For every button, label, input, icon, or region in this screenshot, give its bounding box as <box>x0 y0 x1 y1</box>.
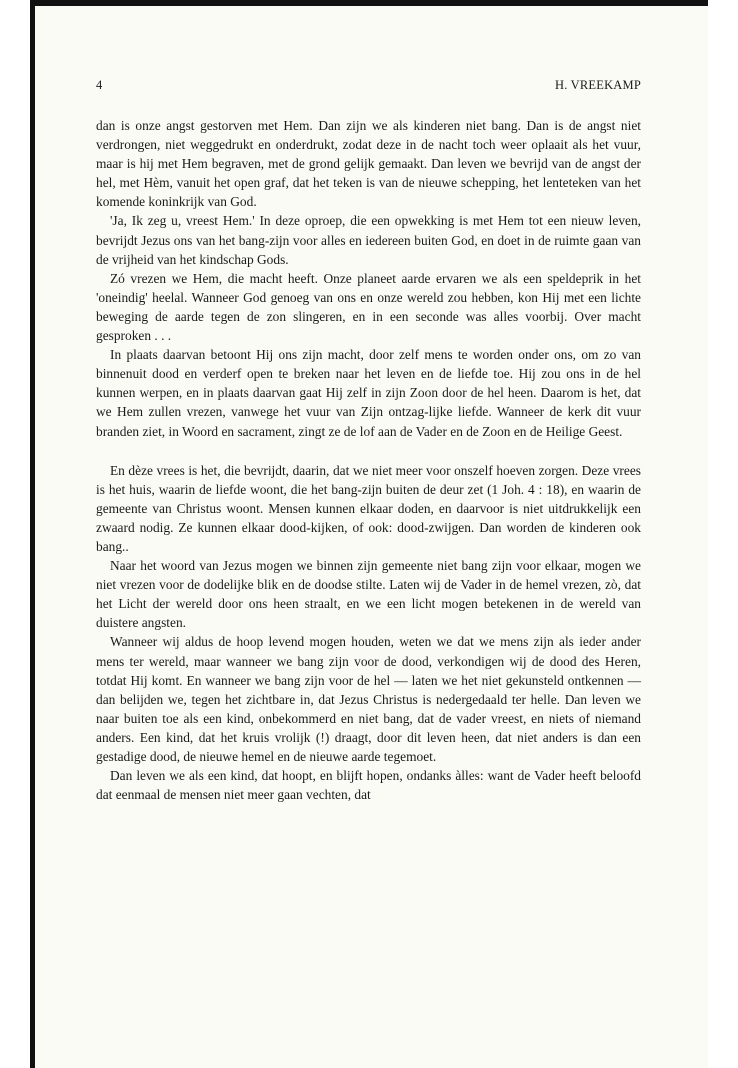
paragraph: Wanneer wij aldus de hoop levend mogen houden, weten we dat we mens zijn als ieder ander mens ter wereld, maar wanneer we bang zijn voor de dood, verkondigen wij de dood des Heren, totdat Hij komt. En wanneer we bang zijn voor de hel — laten we het niet gekunsteld ontkennen — dan belijden we, tegen het zichtbare in, dat Jezus Christus is nedergedaald ter helle. Dan leven we naar buiten toe als een kind, onbekommerd en niet bang, dat de vader vreest, en niets of niemand anders. Een kind, dat het kruis vrolijk (!) draagt, door dit leven heen, dat niet anders is dan een gestadige dood, de nieuwe hemel en de nieuwe aarde tegemoet. <box>96 634 641 764</box>
paragraph: En dèze vrees is het, die bevrijdt, daarin, dat we niet meer voor onszelf hoeven zorgen. Deze vrees is het huis, waarin de liefde woont, die het bang-zijn buiten de deur zet (1 Joh. 4 : 18), en waarin de gemeente van Christus woont. Mensen kunnen elkaar doden, en daarvoor is niet uitdrukkelijk een zwaard nodig. Ze kunnen elkaar dood-kijken, of ook: dood-zwijgen. Dan worden de kinderen ook bang.. <box>96 462 641 554</box>
paragraph: Dan leven we als een kind, dat hoopt, en blijft hopen, ondanks àlles: want de Vader heeft beloofd dat eenmaal de mensen niet meer gaan vechten, dat <box>96 768 641 803</box>
paragraph: dan is onze angst gestorven met Hem. Dan zijn we als kinderen niet bang. Dan is de angst niet verdrongen, niet weggedrukt en onderdrukt, zodat deze in de nacht toch weer oplaait als het vuur, maar is hij met Hem begraven, met de grond gelijk gemaakt. Dan leven we bevrijd van de angst der hel, met Hèm, vanuit het open graf, dat het teken is van de nieuwe schepping, het lenteteken van het komende koninkrijk van God. <box>96 118 641 210</box>
running-head-author: H. VREEKAMP <box>554 78 641 92</box>
body-text <box>96 116 641 804</box>
paragraph: Zó vrezen we Hem, die macht heeft. Onze planeet aarde ervaren we als een speldeprik in het 'oneindig' heelal. Wanneer God genoeg van ons en onze wereld zou hebben, kon Hij met een lichte beweging de aarde tegen de zon slingeren, en in een seconde was alles voorbij. Over macht gesproken . . . <box>96 270 641 344</box>
paragraph: 'Ja, Ik zeg u, vreest Hem.' In deze oproep, die een opwekking is met Hem tot een nieuw leven, bevrijdt Jezus ons van het bang-zijn voor alles en iedereen buiten God, en doet in de ruimte gaan van de vrijheid van het kindschap Gods. <box>96 213 641 267</box>
page-header <box>96 78 641 98</box>
page-number: 4 <box>96 78 103 92</box>
paragraph: In plaats daarvan betoont Hij ons zijn macht, door zelf mens te worden onder ons, om zo van binnenuit dood en verderf open te breken naar het leven en de liefde toe. Hij zou ons in de hel kunnen werpen, en in plaats daarvan gaat Hij zelf in zijn Zoon door de hel heen. Daarom is het, dat we Hem zullen vrezen, vanwege het vuur van Zijn ontzag-lijke liefde. Wanneer de kerk dit vuur branden ziet, in Woord en sacrament, zingt ze de lof aan de Vader en de Zoon en de Heilige Geest. <box>96 347 641 439</box>
paragraph: Naar het woord van Jezus mogen we binnen zijn gemeente niet bang zijn voor elkaar, mogen we niet vrezen voor de dodelijke blik en de doodse stilte. Laten wij de Vader in de hemel vrezen, zò, dat het Licht der wereld door ons heen straalt, en we een licht mogen betekenen in de wereld van duistere angsten. <box>96 558 641 631</box>
